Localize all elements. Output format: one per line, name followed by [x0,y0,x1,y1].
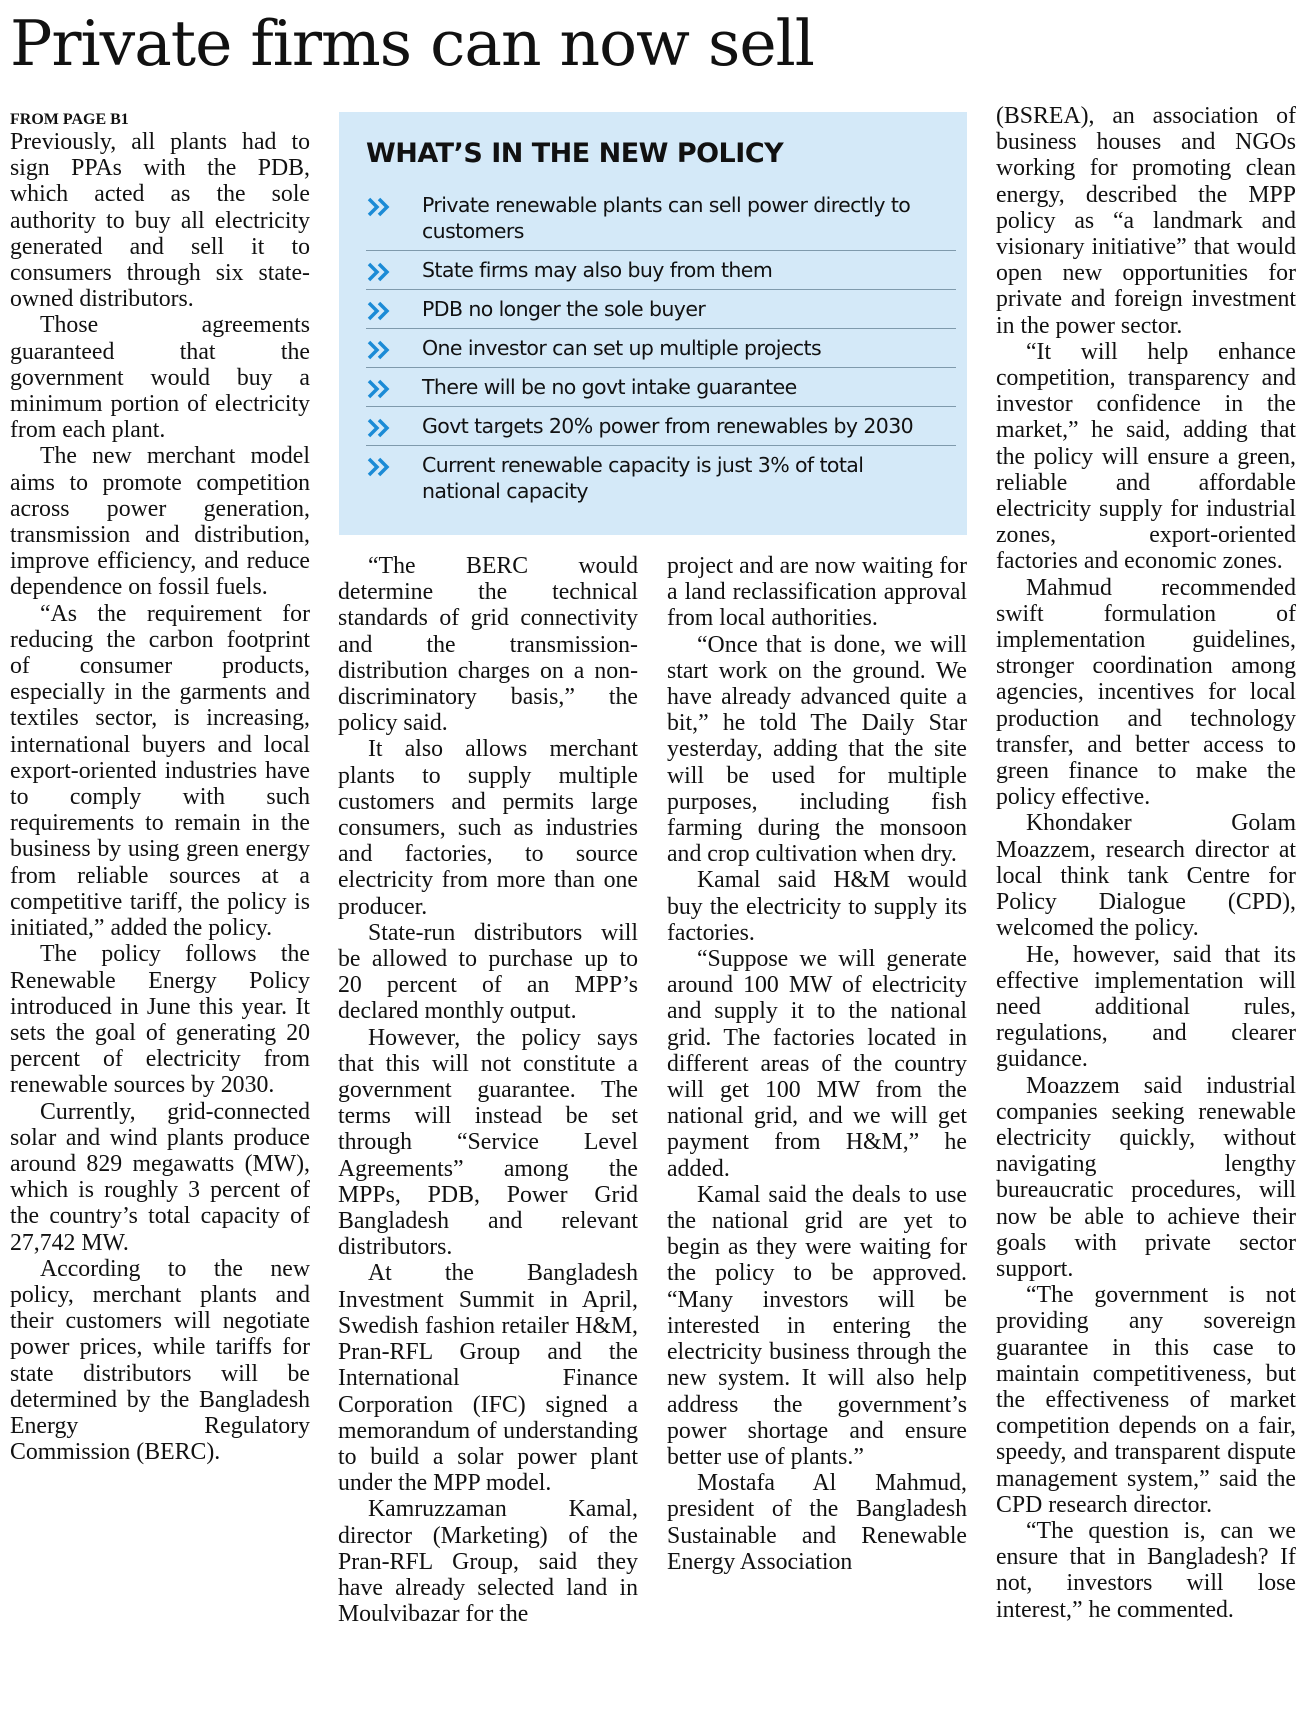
paragraph: The new merchant model aims to promote competition across power generation, transmission and distribution, improve efficiency, and reduce dependence on fossil fuels. [10,443,310,601]
paragraph: At the Bangladesh Investment Summit in April, Swedish fashion retailer H&M, Pran-RFL Group and the International Finance Corporation (IFC) signed a memorandum of understanding to build a solar power plant under the MPP model. [338,1260,638,1497]
paragraph: “It will help enhance competition, transparency and investor confidence in the market,” he said, adding that the policy will ensure a green, reliable and affordable electricity supply for industrial zones, export-oriented factories and economic zones. [996,338,1296,575]
double-chevron-icon [366,300,396,322]
paragraph: He, however, said that its effective implementation will need additional rules, regulations, and clearer guidance. [996,941,1296,1073]
article-column-1 [10,111,310,1721]
paragraph: (BSREA), an association of business houses and NGOs working for promoting clean energy, described the MPP policy as “a landmark and visionary initiative” that would open new opportunities for private and foreign investment in the power sector. [996,103,1296,339]
paragraph: “The BERC would determine the technical standards of grid connectivity and the transmission-distribution charges on a non-discriminatory basis,” the policy said. [338,553,638,737]
infobox-item [366,368,956,407]
headline: Private firms can now sell [10,7,814,80]
infobox-item [366,407,956,446]
paragraph: “The question is, can we ensure that in Bangladesh? If not, investors will lose interest,” he commented. [996,1517,1296,1623]
paragraph: Mostafa Al Mahmud, president of the Bangladesh Sustainable and Renewable Energy Association [667,1470,967,1575]
infobox-item-text: One investor can set up multiple projects [422,336,822,360]
policy-infobox [339,112,967,535]
infobox-item [366,251,956,290]
double-chevron-icon [366,196,396,218]
paragraph: It also allows merchant plants to supply multiple customers and permits large consumers, such as industries and factories, to source electricity from more than one producer. [338,736,638,920]
paragraph: Those agreements guaranteed that the government would buy a minimum portion of electricity from each plant. [10,312,310,444]
double-chevron-icon [366,339,396,361]
double-chevron-icon [366,378,396,400]
double-chevron-icon [366,417,396,439]
paragraph: Currently, grid-connected solar and wind plants produce around 829 megawatts (MW), which is roughly 3 percent of the country’s total capacity of 27,742 MW. [10,1098,310,1256]
paragraph: Mahmud recommended swift formulation of implementation guidelines, stronger coordination among agencies, incentives for local production and technology transfer, and better access to green finance to make the policy effective. [996,574,1296,811]
infobox-item-text: Govt targets 20% power from renewables by 2030 [422,414,914,438]
paragraph: Moazzem said industrial companies seeking renewable electricity quickly, without navigating lengthy bureaucratic procedures, will now be able to achieve their goals with private sector support. [996,1072,1296,1282]
infobox-item [366,446,956,510]
infobox-item [366,329,956,368]
infobox-item-text: Private renewable plants can sell power directly to customers [422,193,911,243]
paragraph: Kamal said H&M would buy the electricity to supply its factories. [667,867,967,946]
double-chevron-icon [366,456,396,478]
paragraph: State-run distributors will be allowed to purchase up to 20 percent of an MPP’s declared monthly output. [338,919,638,1025]
infobox-item [366,290,956,329]
paragraph: Khondaker Golam Moazzem, research director at local think tank Centre for Policy Dialogue (CPD), welcomed the policy. [996,810,1296,942]
continued-from-label: FROM PAGE B1 [10,111,129,128]
paragraph: According to the new policy, merchant plants and their customers will negotiate power prices, while tariffs for state distributors will be determined by the Bangladesh Energy Regulatory Commission (BERC). [10,1255,310,1466]
paragraph: Previously, all plants had to sign PPAs with the PDB, which acted as the sole authority to buy all electricity generated and sell it to consumers through six state-owned distributors. [10,129,310,313]
paragraph: project and are now waiting for a land reclassification approval from local authorities. [667,553,967,632]
paragraph: Kamruzzaman Kamal, director (Marketing) of the Pran-RFL Group, said they have already selected land in Moulvibazar for the [338,1496,638,1628]
infobox-item [366,186,956,251]
paragraph: “As the requirement for reducing the carbon footprint of consumer products, especially in the garments and textiles sector, is increasing, international buyers and local export-oriented industries have to comply with such requirements to remain in the business by using green energy from reliable sources at a competitive tariff, the policy is initiated,” added the policy. [10,600,310,942]
paragraph: However, the policy says that this will not constitute a government guarantee. The terms will instead be set through “Service Level Agreements” among the MPPs, PDB, Power Grid Bangladesh and relevant distributors. [338,1024,638,1261]
paragraph: “The government is not providing any sovereign guarantee in this case to maintain competitiveness, but the effectiveness of market competition depends on a fair, speedy, and transparent dispute management system,” said the CPD research director. [996,1282,1296,1518]
paragraph: “Suppose we will generate around 100 MW of electricity and supply it to the national grid. The factories located in different areas of the country will get 100 MW from the national grid, and we will get payment from H&M,” he added. [667,946,967,1182]
infobox-item-text: State firms may also buy from them [422,258,773,282]
paragraph: “Once that is done, we will start work on the ground. We have already advanced quite a bit,” he told The Daily Star yesterday, adding that the site will be used for multiple purposes, including fish farming during the monsoon and crop cultivation when dry. [667,631,967,868]
article-column-2 [338,553,638,1721]
paragraph: Kamal said the deals to use the national grid are yet to begin as they were waiting for the policy to be approved. “Many investors will be interested in entering the electricity business through the new system. It will also help address the government’s power shortage and ensure better use of plants.” [667,1181,967,1470]
infobox-item-text: Current renewable capacity is just 3% of total national capacity [422,453,864,503]
infobox-list [366,186,956,510]
paragraph: The policy follows the Renewable Energy Policy introduced in June this year. It sets the goal of generating 20 percent of electricity from renewable sources by 2030. [10,941,310,1099]
infobox-item-text: There will be no govt intake guarantee [422,375,797,399]
article-column-4 [996,103,1296,1721]
infobox-item-text: PDB no longer the sole buyer [422,297,706,321]
infobox-title: WHAT’S IN THE NEW POLICY [366,138,784,169]
article-column-3 [667,553,967,1721]
double-chevron-icon [366,261,396,283]
